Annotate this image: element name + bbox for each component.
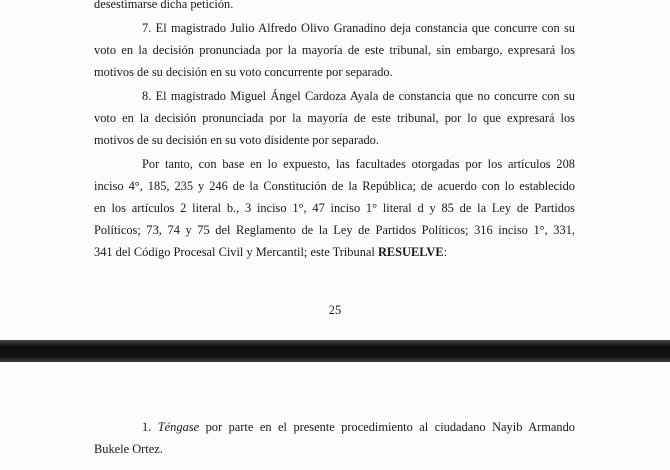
- paragraph-line: [142, 420, 575, 434]
- paragraph-line: [94, 65, 575, 79]
- paragraph-line: [94, 133, 575, 147]
- text-fragment: motivos de su decisión en su voto disidente por separado.: [94, 133, 379, 147]
- paragraph-line: [94, 43, 575, 57]
- text-fragment: en los artículos 2 literal b., 3 inciso 1°, 47 inciso 1° literal d y 85 de la Ley de Partidos: [94, 201, 575, 215]
- text-fragment: Políticos; 73, 74 y 75 del Reglamento de la Ley de Partidos Políticos; 316 inciso 1°, 331,: [94, 223, 575, 237]
- text-fragment: voto en la decisión pronunciada por la mayoría de este tribunal, por lo que expresará los: [94, 111, 575, 125]
- italic-text: Téngase: [157, 420, 200, 434]
- text-fragment: motivos de su decisión en su voto concurrente por separado.: [94, 65, 393, 79]
- text-fragment: 8. El magistrado Miguel Ángel Cardoza Ayala de constancia que no concurre con su: [142, 89, 575, 103]
- paragraph-line: [142, 21, 575, 35]
- paragraph-line: [94, 179, 575, 193]
- page-number: 25: [328, 303, 342, 317]
- text-fragment: 7. El magistrado Julio Alfredo Olivo Granadino deja constancia que concurre con su: [142, 21, 575, 35]
- text-fragment: Por tanto, con base en lo expuesto, las facultades otorgadas por los artículos 208: [142, 157, 575, 171]
- text-fragment: por parte en el presente procedimiento al ciudadano Nayib Armando: [199, 420, 575, 434]
- text-fragment: Bukele Ortez.: [94, 442, 163, 456]
- paragraph-line: [94, 111, 575, 125]
- page-separator: [0, 340, 670, 362]
- text-fragment: desestimarse dicha petición.: [94, 0, 234, 11]
- text-fragment: 1.: [142, 420, 158, 434]
- paragraph-line: [94, 442, 575, 456]
- text-fragment: :: [443, 245, 448, 259]
- text-fragment: 341 del Código Procesal Civil y Mercantil; este Tribunal: [94, 245, 378, 259]
- paragraph-line: [142, 157, 575, 171]
- document-page-bottom: [0, 362, 670, 470]
- text-fragment: inciso 4°, 185, 235 y 246 de la Constitución de la República; de acuerdo con lo establecido: [94, 179, 575, 193]
- text-fragment: voto en la decisión pronunciada por la mayoría de este tribunal, sin embargo, expresará los: [94, 43, 575, 57]
- paragraph-line: [94, 201, 575, 215]
- paragraph-line: [94, 0, 575, 11]
- paragraph-line: [94, 223, 575, 237]
- bold-text: RESUELVE: [377, 245, 444, 259]
- paragraph-line: [94, 245, 575, 259]
- paragraph-line: [142, 89, 575, 103]
